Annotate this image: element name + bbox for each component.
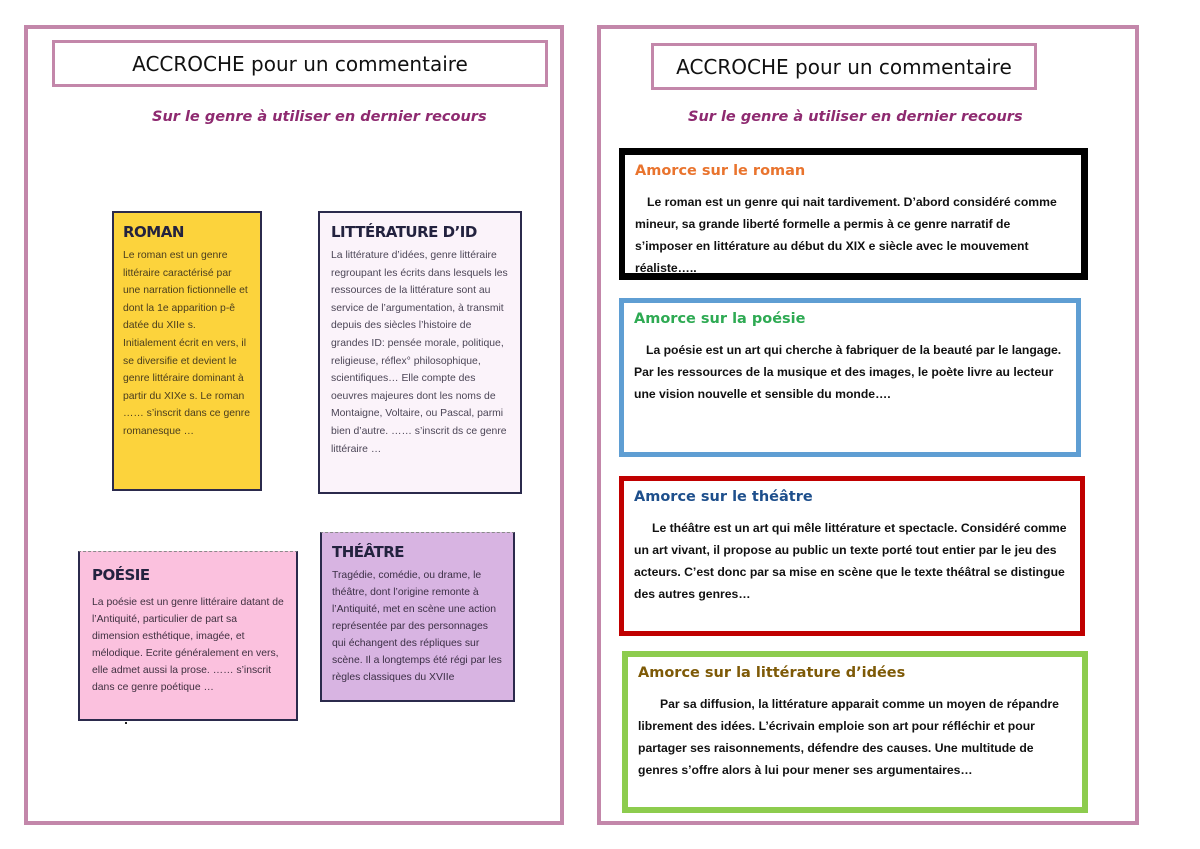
stray-mark bbox=[125, 722, 127, 724]
card-litterature bbox=[318, 211, 522, 494]
card-theatre-title: THÉÂTRE bbox=[332, 543, 405, 561]
left-page bbox=[24, 25, 564, 825]
amorce-roman-box bbox=[619, 148, 1088, 280]
amorce-idees-text: Par sa diffusion, la littérature apparait comme un moyen de répandre librement des idées. L’écrivain emploie son art pour réfléchir et pour partager ses raisonnements, défendre des causes. Une multitude de genres s’offre alors à lui pour mener ses argumentaires… bbox=[638, 697, 1059, 777]
card-litterature-title: LITTÉRATURE D’ID bbox=[331, 223, 477, 241]
amorce-idees-box bbox=[622, 651, 1088, 813]
page-title: ACCROCHE pour un commentaire bbox=[676, 54, 1012, 79]
card-litterature-text: La littérature d’idées, genre littéraire regroupant les écrits dans lesquels les ressources de la littérature sont au service de l’argumentation, à transmit depuis des siècles l’histoire de grandes ID: pensée morale, politique, religieuse, réflex° philosophique, scientifiques… Elle compte des oeuvres majeures dont les noms de Montaigne, Voltaire, ou Pascal, parmi bien d’autre. …… s’inscrit ds ce genre littéraire … bbox=[331, 250, 508, 455]
amorce-poesie-title: Amorce sur la poésie bbox=[634, 311, 806, 327]
page-title: ACCROCHE pour un commentaire bbox=[132, 51, 468, 76]
amorce-poesie-box bbox=[619, 298, 1081, 457]
page-subtitle: Sur le genre à utiliser en dernier recours bbox=[688, 109, 1023, 125]
card-poesie-text: La poésie est un genre littéraire datant de l’Antiquité, particulier de part sa dimension esthétique, imagée, et mélodique. Ecrite généralement en vers, elle admet aussi la prose. …… s’inscrit dans ce genre poétique … bbox=[92, 597, 284, 693]
page-title-box bbox=[651, 43, 1037, 90]
amorce-roman-title: Amorce sur le roman bbox=[635, 163, 806, 179]
amorce-theatre-box bbox=[619, 476, 1085, 636]
card-poesie-title: POÉSIE bbox=[92, 566, 150, 584]
amorce-theatre-title: Amorce sur le théâtre bbox=[634, 489, 813, 505]
card-roman bbox=[112, 211, 262, 491]
card-roman-text: Le roman est un genre littéraire caractérisé par une narration fictionnelle et dont la 1e apparition p-ê datée du XIIe s. Initialement écrit en vers, il se diversifie et devient le genre littéraire dominant à partir du XIXe s. Le roman …… s’inscrit dans ce genre romanesque … bbox=[123, 250, 251, 437]
right-page bbox=[597, 25, 1139, 825]
amorce-poesie-text: La poésie est un art qui cherche à fabriquer de la beauté par le langage. Par les ressources de la musique et des images, le poète livre au lecteur une vision nouvelle et sensible du monde…. bbox=[634, 343, 1062, 401]
card-poesie bbox=[78, 551, 298, 721]
card-theatre bbox=[320, 532, 515, 702]
page-subtitle: Sur le genre à utiliser en dernier recours bbox=[152, 109, 487, 125]
card-theatre-text: Tragédie, comédie, ou drame, le théâtre, dont l’origine remonte à l’Antiquité, met en scène une action représentée par des personnages qui échangent des répliques sur scène. Il a longtemps été régi par les règles classiques du XVIIe bbox=[332, 570, 502, 683]
page-title-box bbox=[52, 40, 548, 87]
amorce-idees-title: Amorce sur la littérature d’idées bbox=[638, 665, 906, 681]
amorce-roman-text: Le roman est un genre qui nait tardivement. D’abord considéré comme mineur, sa grande liberté formelle a permis à ce genre narratif de s’imposer en littérature au début du XIX e siècle avec le mouvement réaliste….. bbox=[635, 195, 1057, 275]
amorce-theatre-text: Le théâtre est un art qui mêle littérature et spectacle. Considéré comme un art vivant, il propose au public un texte porté tout entier par le jeu des acteurs. C’est donc par sa mise en scène que le texte théâtral se distingue des autres genres… bbox=[634, 521, 1067, 601]
card-roman-title: ROMAN bbox=[123, 223, 184, 241]
